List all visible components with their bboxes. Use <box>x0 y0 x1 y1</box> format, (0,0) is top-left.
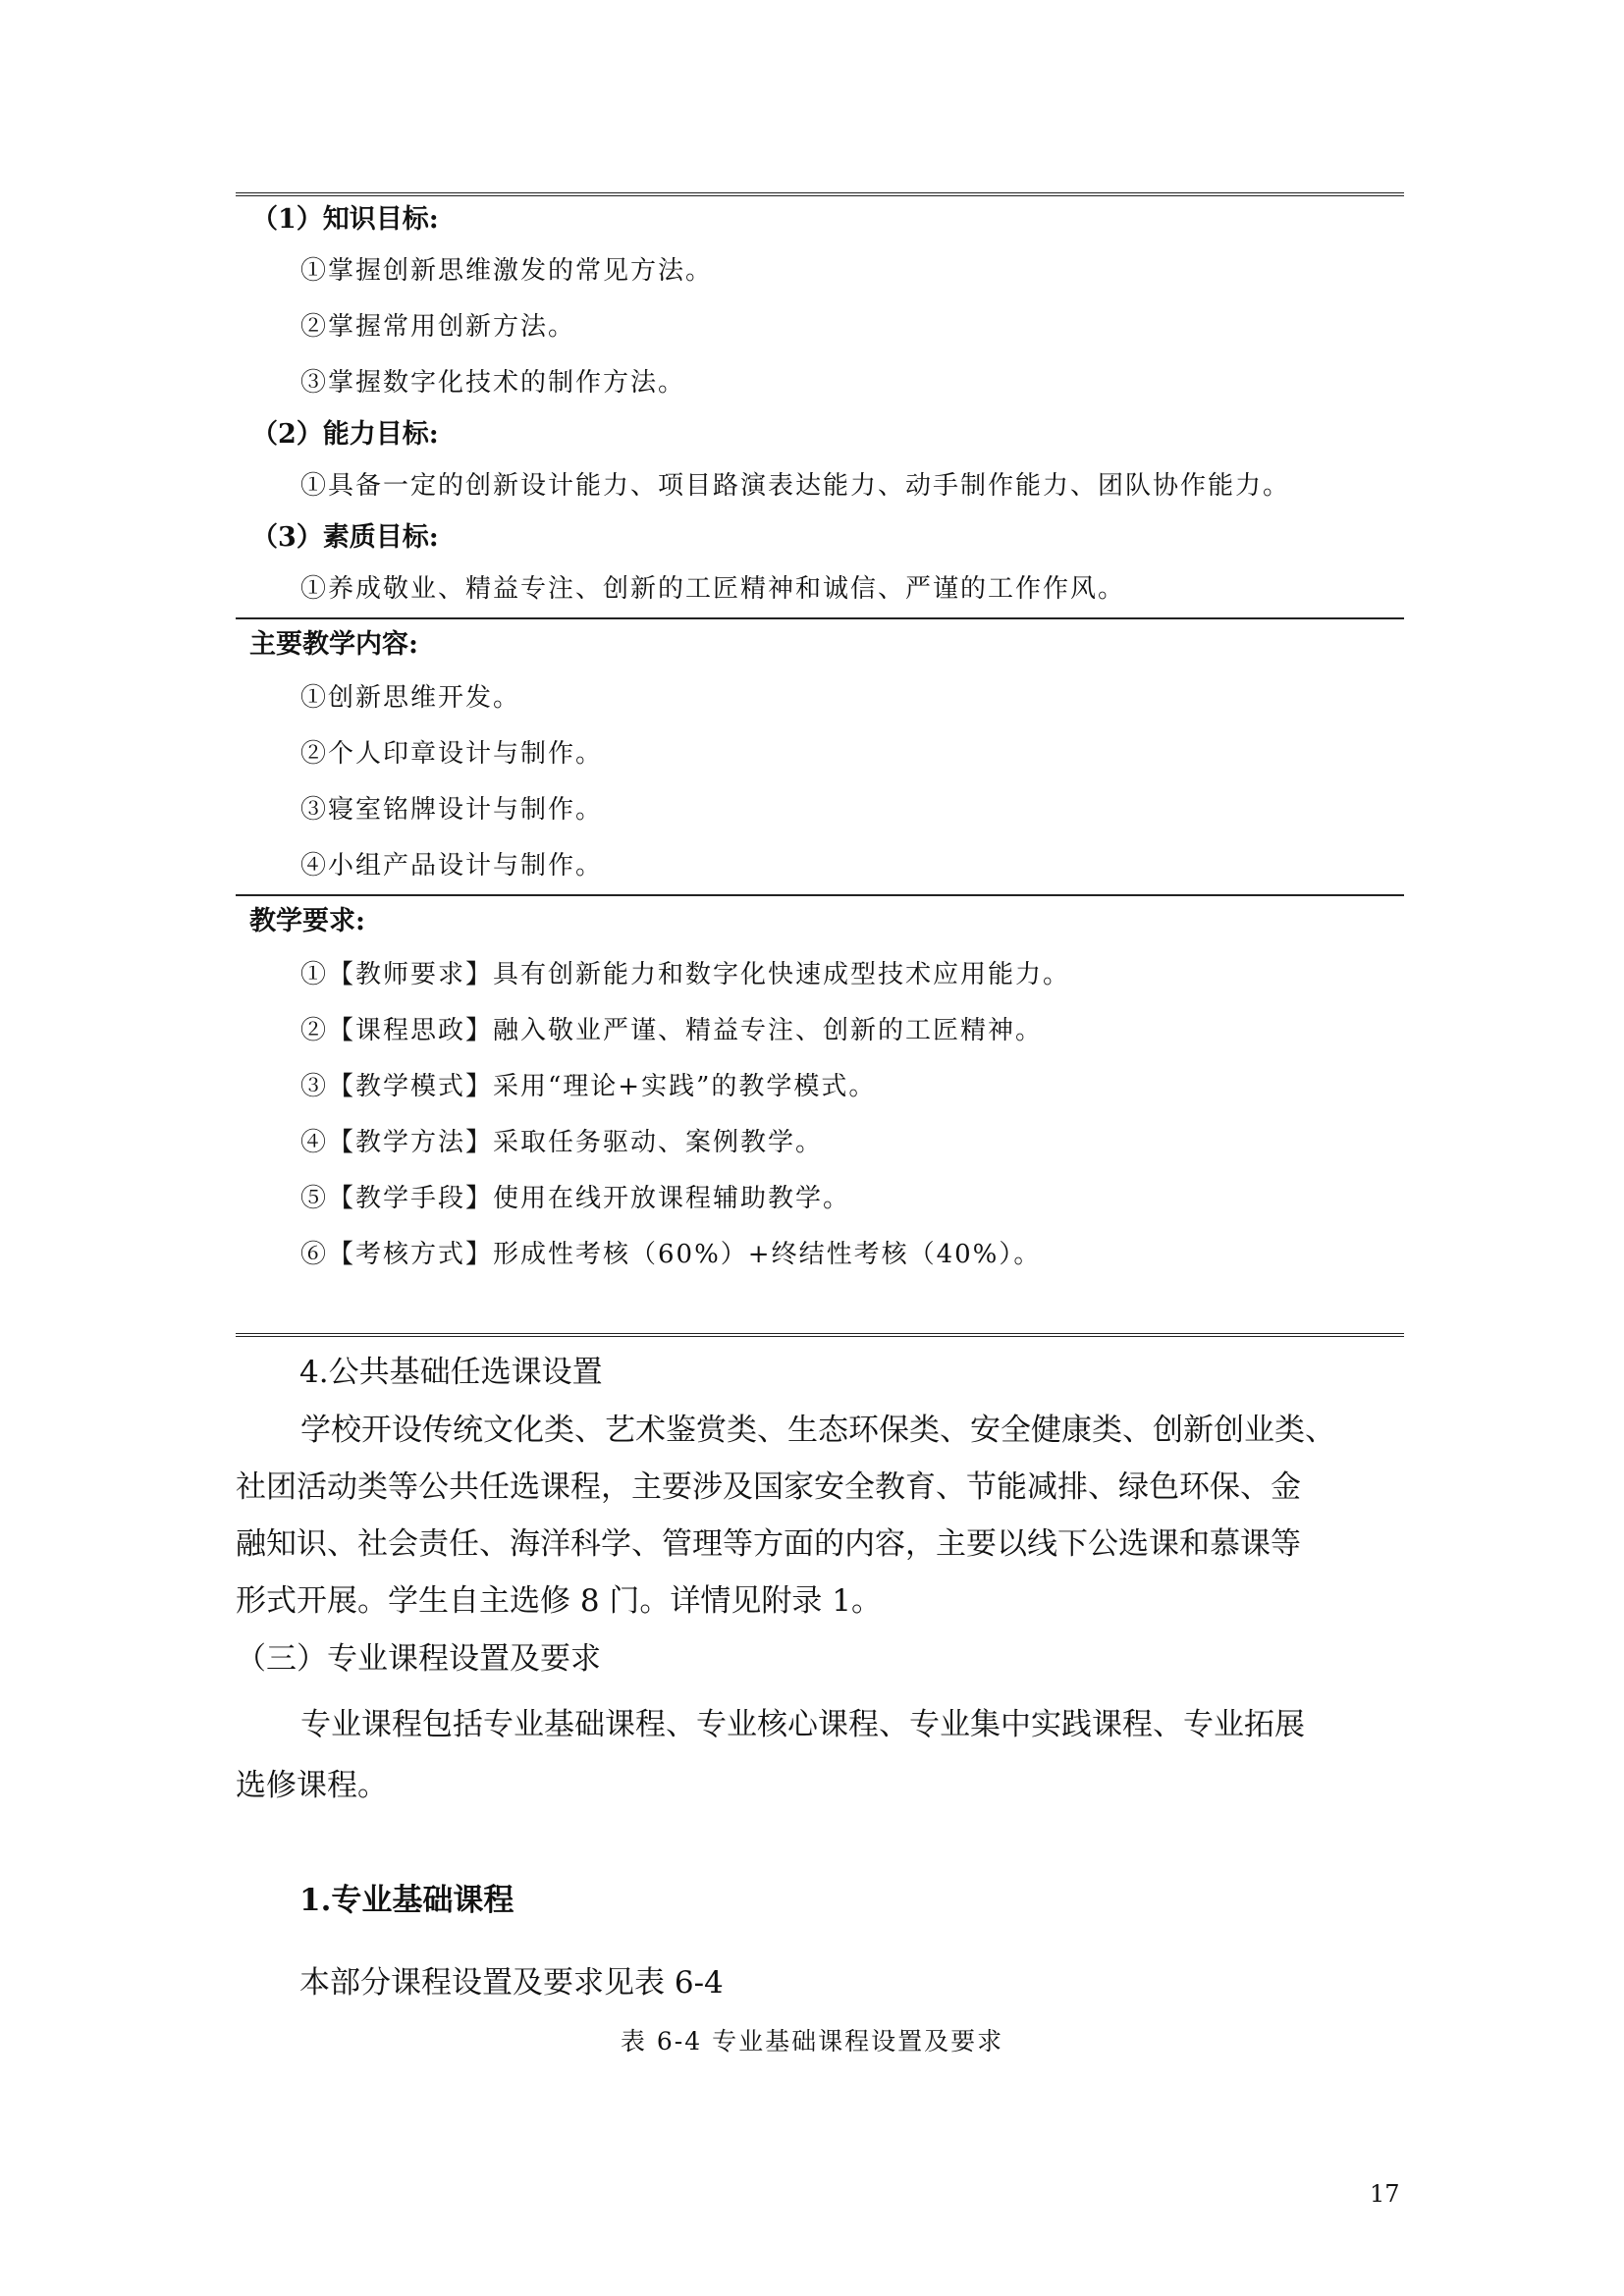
knowledge-item-3: ③掌握数字化技术的制作方法。 <box>300 368 686 398</box>
content-item-1: ①创新思维开发。 <box>300 683 521 713</box>
course-table <box>236 192 1404 1337</box>
paragraph-line: 形式开展。学生自主选修 8 门。详情见附录 1。 <box>236 1583 883 1619</box>
knowledge-item-1: ①掌握创新思维激发的常见方法。 <box>300 256 714 286</box>
requirement-item-3: ③【教学模式】采用“理论+实践”的教学模式。 <box>300 1072 877 1101</box>
objectives-section <box>236 196 1404 619</box>
section-heading-public-electives: 4.公共基础任选课设置 <box>299 1355 603 1390</box>
paragraph-line: 学校开设传统文化类、艺术鉴赏类、生态环保类、安全健康类、创新创业类、 <box>300 1413 1335 1448</box>
quality-item-1: ①养成敬业、精益专注、创新的工匠精神和诚信、严谨的工作作风。 <box>300 574 1126 604</box>
quality-objectives-title: （3）素质目标: <box>251 522 439 553</box>
knowledge-item-2: ②掌握常用创新方法。 <box>300 312 576 342</box>
content-title: 主要教学内容: <box>249 629 418 660</box>
requirement-item-4: ④【教学方法】采取任务驱动、案例教学。 <box>300 1128 824 1157</box>
requirements-section <box>236 896 1404 1283</box>
section-heading-professional-courses: （三）专业课程设置及要求 <box>236 1641 601 1677</box>
public-electives-paragraph <box>236 1402 1404 1629</box>
professional-courses-paragraph <box>236 1694 1404 1816</box>
knowledge-objectives-title: （1）知识目标: <box>251 204 439 235</box>
paragraph-line: 社团活动类等公共任选课程，主要涉及国家安全教育、节能减排、绿色环保、金 <box>236 1469 1301 1505</box>
content-item-3: ③寝室铭牌设计与制作。 <box>300 795 604 825</box>
section-heading-basic-courses: 1.专业基础课程 <box>299 1883 514 1918</box>
page-number: 17 <box>1370 2180 1400 2208</box>
basic-courses-paragraph: 本部分课程设置及要求见表 6-4 <box>299 1965 724 2001</box>
requirement-item-6: ⑥【考核方式】形成性考核（60%）+终结性考核（40%）。 <box>300 1240 1042 1269</box>
requirements-title: 教学要求: <box>249 906 365 936</box>
ability-objectives-title: （2）能力目标: <box>251 419 439 450</box>
content-item-2: ②个人印章设计与制作。 <box>300 739 604 769</box>
content-item-4: ④小组产品设计与制作。 <box>300 851 604 881</box>
paragraph-line: 专业课程包括专业基础课程、专业核心课程、专业集中实践课程、专业拓展 <box>300 1707 1305 1742</box>
paragraph-line: 融知识、社会责任、海洋科学、管理等方面的内容，主要以线下公选课和慕课等 <box>236 1526 1301 1562</box>
table-caption: 表 6-4 专业基础课程设置及要求 <box>620 2027 1004 2056</box>
requirement-item-5: ⑤【教学手段】使用在线开放课程辅助教学。 <box>300 1184 851 1213</box>
requirement-item-2: ②【课程思政】融入敬业严谨、精益专注、创新的工匠精神。 <box>300 1016 1044 1045</box>
content-section <box>236 619 1404 896</box>
ability-item-1: ①具备一定的创新设计能力、项目路演表达能力、动手制作能力、团队协作能力。 <box>300 471 1291 501</box>
requirement-item-1: ①【教师要求】具有创新能力和数字化快速成型技术应用能力。 <box>300 960 1071 989</box>
paragraph-line: 选修课程。 <box>236 1768 388 1803</box>
